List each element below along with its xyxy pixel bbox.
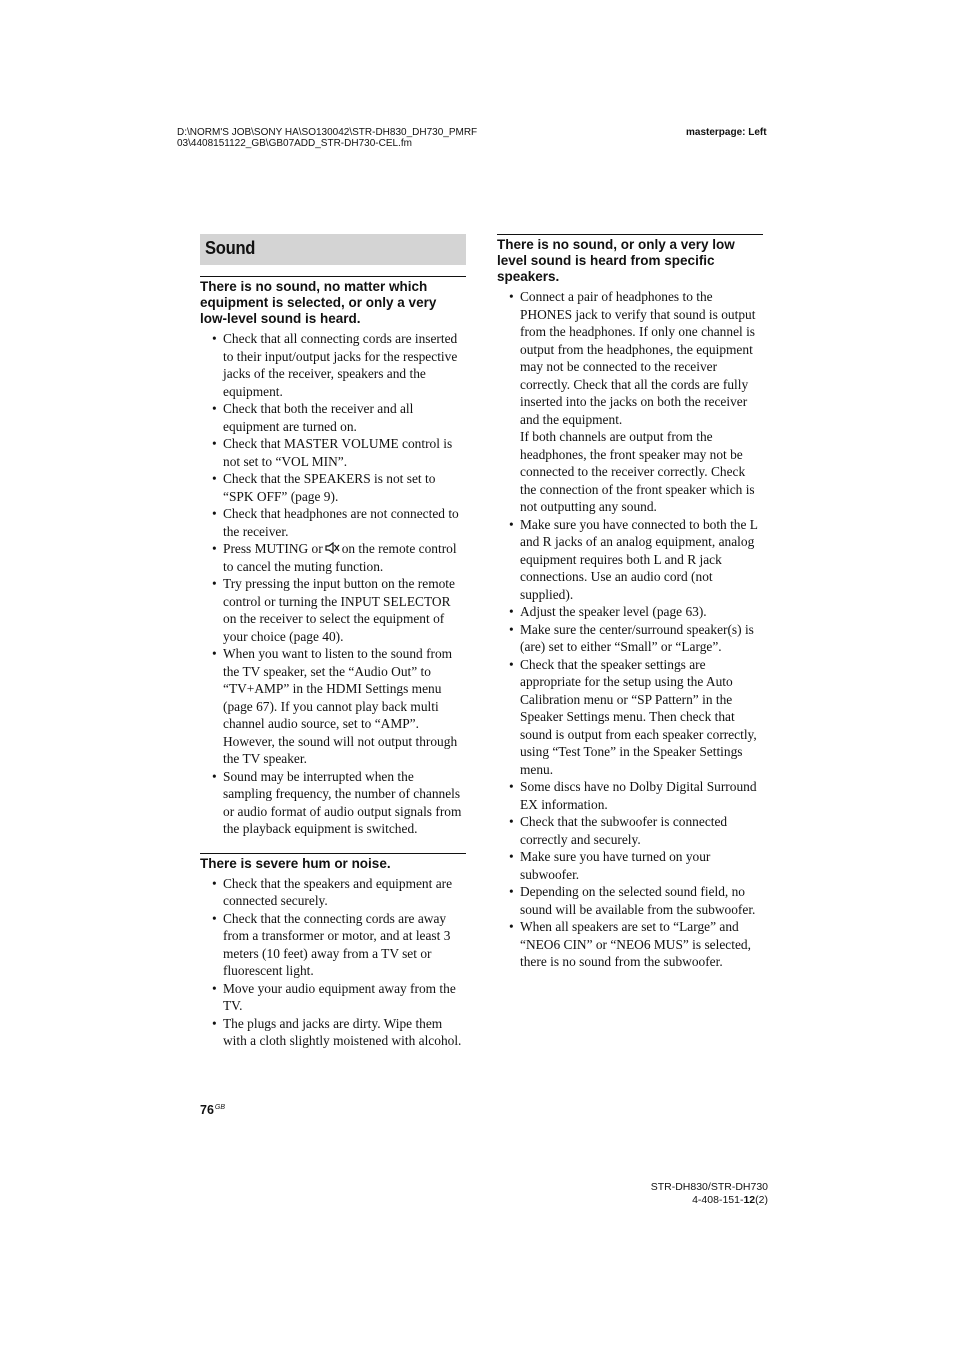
list-item: • Check that the subwoofer is connected correctly and securely. xyxy=(509,813,763,848)
list-item: • When you want to listen to the sound from the TV speaker, set the “Audio Out” to “TV+AMP” in the HDMI Settings menu (page 67). If you cannot play back multi channel audio source, set to “AMP”. However, the sound will not output through the TV speaker. xyxy=(212,645,466,768)
list-item: • Check that the speakers and equipment are connected securely. xyxy=(212,875,466,910)
file-path-line-1: D:\NORM'S JOB\SONY HA\SO130042\STR-DH830_DH730_PMRF xyxy=(177,127,478,138)
topic-heading: There is no sound, or only a very low level sound is heard from specific speakers. xyxy=(497,237,735,284)
list-item: • Try pressing the input button on the remote control or turning the INPUT SELECTOR on the receiver to select the equipment of your choice (page 40). xyxy=(212,575,466,645)
list-item: • Adjust the speaker level (page 63). xyxy=(509,603,763,621)
list-item-muting xyxy=(212,540,466,575)
list-item: • Check that MASTER VOLUME control is not set to “VOL MIN”. xyxy=(212,435,466,470)
list-item: • Make sure you have connected to both the L and R jacks of an analog equipment, analog equipment requires both L and R jack connections. Use an audio cord (not supplied). xyxy=(509,516,763,604)
list-item: • Some discs have no Dolby Digital Surround EX information. xyxy=(509,778,763,813)
section-banner xyxy=(200,234,466,265)
list-item: • Check that headphones are not connected to the receiver. xyxy=(212,505,466,540)
list-item: • Check that the speaker settings are appropriate for the setup using the Auto Calibration menu or “SP Pattern” in the Speaker Settings menu. Then check that sound is output from each speaker correctly, using “Test Tone” in the Speaker Settings menu. xyxy=(509,656,763,779)
file-path-header xyxy=(177,127,477,149)
page-number-value: 76 xyxy=(200,1103,214,1117)
topic-specific-speakers xyxy=(497,234,763,971)
file-path-line-2: 03\4408151122_GB\GB07ADD_STR-DH730-CEL.fm xyxy=(177,138,412,149)
code-suffix: (2) xyxy=(755,1193,768,1206)
bullet-list xyxy=(497,288,763,971)
list-item: • Check that the SPEAKERS is not set to “SPK OFF” (page 9). xyxy=(212,470,466,505)
right-column xyxy=(497,234,763,971)
code-prefix: 4-408-151- xyxy=(692,1193,744,1206)
list-item-text: If both channels are output from the headphones, the front speaker may not be connected to the receiver correctly. Check the connection of the front speaker which is not outputting any sound. xyxy=(520,429,755,514)
masterpage-label: masterpage: Left xyxy=(686,127,767,138)
muting-text-before: Press MUTING or xyxy=(223,541,323,556)
list-item-text: Connect a pair of headphones to the PHONES jack to verify that sound is output from the headphones. If only one channel is output from the headphones, the equipment may not be connected to the receiver correctly. Check that all the cords are fully inserted into the jacks on both the receiver and the equipment. xyxy=(520,289,756,427)
list-item: • Check that all connecting cords are inserted to their input/output jacks for the respective jacks of the receiver, speakers and the equipment. xyxy=(212,330,466,400)
bullet-list xyxy=(200,875,466,1050)
left-column xyxy=(200,234,466,1050)
code-bold: 12 xyxy=(743,1193,756,1206)
page-number-suffix: GB xyxy=(214,1104,226,1111)
page-number xyxy=(200,1103,225,1117)
model-name: STR-DH830/STR-DH730 xyxy=(650,1181,768,1193)
list-item: • Make sure you have turned on your subwoofer. xyxy=(509,848,763,883)
topic-heading: There is no sound, no matter which equipment is selected, or only a very low-level sound is heard. xyxy=(200,279,437,326)
muting-speaker-icon xyxy=(325,541,340,553)
document-code xyxy=(651,1194,768,1207)
section-title: Sound xyxy=(205,238,256,258)
list-item: • Make sure the center/surround speaker(s) is (are) set to either “Small” or “Large”. xyxy=(509,621,763,656)
topic-heading: There is severe hum or noise. xyxy=(200,855,391,871)
list-item: • Sound may be interrupted when the sampling frequency, the number of channels or audio format of audio output signals from the playback equipment is switched. xyxy=(212,768,466,838)
topic-no-sound xyxy=(200,276,466,838)
list-item: • Depending on the selected sound field, no sound will be available from the subwoofer. xyxy=(509,883,763,918)
list-item xyxy=(509,288,763,516)
list-item: • Check that the connecting cords are away from a transformer or motor, and at least 3 meters (10 feet) away from a TV set or fluorescent light. xyxy=(212,910,466,980)
list-item: • Move your audio equipment away from the TV. xyxy=(212,980,466,1015)
bullet-list xyxy=(200,330,466,838)
muting-text-after: on the remote control to cancel the muting function. xyxy=(223,541,457,574)
list-item: • Check that both the receiver and all equipment are turned on. xyxy=(212,400,466,435)
topic-hum-noise xyxy=(200,853,466,1050)
model-footer xyxy=(651,1181,768,1206)
list-item: • When all speakers are set to “Large” and “NEO6 CIN” or “NEO6 MUS” is selected, there is no sound from the subwoofer. xyxy=(509,918,763,971)
list-item: • The plugs and jacks are dirty. Wipe them with a cloth slightly moistened with alcohol. xyxy=(212,1015,466,1050)
